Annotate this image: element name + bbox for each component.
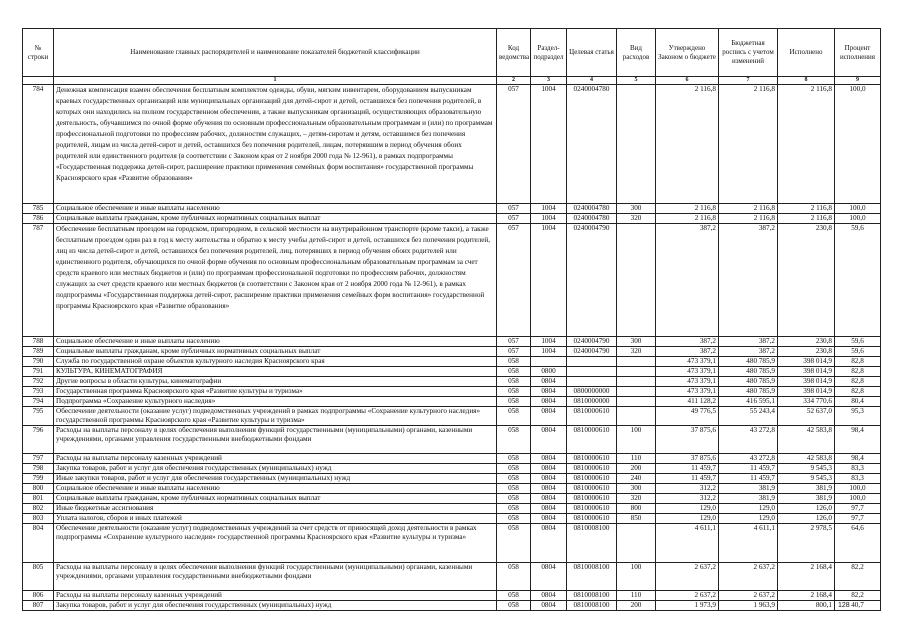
cell-name: Социальное обеспечение и иные выплаты населению [54,204,497,214]
cell-isp: 230,8 [778,347,835,357]
cell-kod: 057 [497,214,531,224]
cell-utv: 473 379,1 [656,357,719,367]
cell-name: Обеспечение деятельности (оказание услуг) подведомственных учреждений за счет средств от приносящей доход деятельности в рамках подпрограммы «Сохранение культурного наследия» государственной программы Красноярского края «Развитие культуры и туризма» [54,524,497,563]
cell-n: 798 [23,464,54,474]
page-number: 128 [838,602,850,609]
cell-isp: 2 116,8 [778,85,835,204]
table-row [23,494,881,504]
cell-razdel: 1004 [531,214,567,224]
cell-utv: 11 459,7 [656,464,719,474]
cell-isp: 230,8 [778,337,835,347]
cell-vid [617,85,656,204]
cell-utv: 2 637,2 [656,591,719,601]
cell-isp: 9 545,3 [778,464,835,474]
cell-name: Расходы на выплаты персоналу в целях обеспечения выполнения функций государственными (муниципальными) органами, казенными учреждениями, органами управления государственными внебюджетными фондами [54,426,497,454]
cell-pct: 82,8 [835,357,881,367]
col-number: 8 [778,77,835,85]
cell-utv: 387,2 [656,347,719,357]
cell-vid: 850 [617,514,656,524]
cell-rosp: 4 611,1 [719,524,778,563]
cell-pct: 80,4 [835,397,881,407]
cell-pct: 100,0 [835,85,881,204]
cell-cel: 0240004780 [567,204,617,214]
header-row-no: № строки [23,29,54,77]
cell-isp: 126,0 [778,504,835,514]
cell-isp: 2 978,5 [778,524,835,563]
cell-name: Уплата налогов, сборов и иных платежей [54,514,497,524]
col-number: 7 [719,77,778,85]
budget-execution-table [22,28,881,611]
cell-pct: 82,8 [835,387,881,397]
col-number: 3 [531,77,567,85]
cell-rosp: 43 272,8 [719,426,778,454]
cell-isp: 381,9 [778,494,835,504]
column-number-row [23,77,881,85]
cell-cel: 0240004780 [567,214,617,224]
cell-vid [617,367,656,377]
cell-isp: 334 770,6 [778,397,835,407]
cell-vid [617,387,656,397]
cell-isp: 2 168,4 [778,563,835,591]
cell-name: Социальные выплаты гражданам, кроме публичных нормативных социальных выплат [54,494,497,504]
cell-vid: 200 [617,464,656,474]
cell-name: Расходы на выплаты персоналу казенных учреждений [54,454,497,464]
cell-razdel: 0804 [531,387,567,397]
cell-name: Социальное обеспечение и иные выплаты населению [54,484,497,494]
cell-utv: 4 611,1 [656,524,719,563]
cell-n: 806 [23,591,54,601]
cell-n: 797 [23,454,54,464]
cell-cel: 0810008100 [567,591,617,601]
cell-razdel: 0804 [531,494,567,504]
cell-kod: 058 [497,601,531,611]
table-row [23,454,881,464]
cell-utv: 2 116,8 [656,204,719,214]
cell-pct: 97,7 [835,504,881,514]
cell-n: 800 [23,484,54,494]
cell-n: 795 [23,407,54,426]
cell-kod: 058 [497,484,531,494]
cell-kod: 058 [497,494,531,504]
cell-rosp: 480 785,9 [719,367,778,377]
cell-kod: 058 [497,591,531,601]
table-body [23,85,881,611]
cell-kod: 058 [497,397,531,407]
cell-razdel: 0804 [531,524,567,563]
cell-n: 789 [23,347,54,357]
cell-vid [617,407,656,426]
cell-n: 796 [23,426,54,454]
header-isp: Исполнено [778,29,835,77]
cell-isp: 2 116,8 [778,214,835,224]
cell-razdel: 1004 [531,85,567,204]
cell-razdel: 1004 [531,224,567,337]
cell-razdel: 0800 [531,367,567,377]
table-row [23,377,881,387]
header-row [23,29,881,77]
table-row [23,464,881,474]
cell-pct: 100,0 [835,494,881,504]
cell-cel: 0810000610 [567,474,617,484]
cell-razdel: 0804 [531,514,567,524]
cell-utv: 473 379,1 [656,377,719,387]
cell-pct: 98,4 [835,426,881,454]
cell-isp: 2 116,8 [778,204,835,214]
cell-kod: 058 [497,504,531,514]
cell-rosp: 11 459,7 [719,474,778,484]
table-row [23,563,881,591]
cell-kod: 057 [497,337,531,347]
cell-razdel: 0804 [531,407,567,426]
cell-utv: 411 128,2 [656,397,719,407]
cell-cel: 0810008100 [567,563,617,591]
table-row [23,357,881,367]
cell-rosp: 129,0 [719,514,778,524]
cell-pct: 100,0 [835,204,881,214]
cell-n: 802 [23,504,54,514]
cell-n: 807 [23,601,54,611]
cell-isp: 2 168,4 [778,591,835,601]
cell-cel: 0800000000 [567,387,617,397]
cell-name: Другие вопросы в области культуры, кинематографии [54,377,497,387]
cell-razdel: 0804 [531,426,567,454]
cell-cel: 0240004790 [567,337,617,347]
cell-kod: 058 [497,514,531,524]
cell-utv: 37 875,6 [656,454,719,464]
header-pct: Процент исполнения [835,29,881,77]
cell-cel: 0810000610 [567,484,617,494]
cell-cel: 0810008100 [567,524,617,563]
cell-vid: 200 [617,601,656,611]
cell-isp: 126,0 [778,514,835,524]
cell-rosp: 2 116,8 [719,214,778,224]
cell-vid: 320 [617,347,656,357]
cell-vid: 100 [617,563,656,591]
cell-name: Иные закупки товаров, работ и услуг для обеспечения государственных (муниципальных) нужд [54,474,497,484]
cell-utv: 312,2 [656,484,719,494]
cell-n: 786 [23,214,54,224]
table-row [23,224,881,337]
cell-name: Иные бюджетные ассигнования [54,504,497,514]
cell-cel [567,377,617,387]
header-razdel: Раздел-подраздел [531,29,567,77]
cell-name: Государственная программа Красноярского края «Развитие культуры и туризма» [54,387,497,397]
cell-n: 805 [23,563,54,591]
cell-isp: 381,9 [778,484,835,494]
cell-utv: 473 379,1 [656,387,719,397]
cell-razdel: 0804 [531,601,567,611]
header-rosp: Бюджетная роспись с учетом изменений [719,29,778,77]
cell-vid: 110 [617,591,656,601]
cell-n: 791 [23,367,54,377]
cell-n: 787 [23,224,54,337]
cell-vid: 300 [617,204,656,214]
header-utv: Утверждено Законом о бюджете [656,29,719,77]
cell-razdel: 0804 [531,464,567,474]
table-row [23,367,881,377]
cell-isp: 52 637,0 [778,407,835,426]
cell-rosp: 129,0 [719,504,778,514]
cell-razdel: 0804 [531,484,567,494]
cell-n: 784 [23,85,54,204]
col-number: 5 [617,77,656,85]
cell-pct: 98,4 [835,454,881,464]
cell-name: КУЛЬТУРА, КИНЕМАТОГРАФИЯ [54,367,497,377]
cell-utv: 37 875,6 [656,426,719,454]
cell-razdel [531,357,567,367]
cell-cel: 0810000610 [567,514,617,524]
cell-name: Закупка товаров, работ и услуг для обеспечения государственных (муниципальных) нужд [54,464,497,474]
cell-n: 794 [23,397,54,407]
cell-isp: 42 583,8 [778,454,835,464]
cell-utv: 49 776,5 [656,407,719,426]
cell-rosp: 416 595,1 [719,397,778,407]
table-row [23,474,881,484]
cell-n: 793 [23,387,54,397]
cell-name: Обеспечение деятельности (оказание услуг) подведомственных учреждений в рамках подпрограммы «Сохранение культурного наследия» государственной программы Красноярского края «Развитие культуры и туризма» [54,407,497,426]
cell-name: Обеспечение бесплатным проездом на городском, пригородном, в сельской местности на внутрирайонном транспорте (кроме такси), а также бесплатным проездом один раз в год к месту жительства и обратно к месту учебы детей-сирот и детей, оставшихся без попечения родителей, лиц из числа детей-сирот и детей, оставшихся без попечения родителей, лиц, потерявших в период обучения обоих родителей или единственного родителя, обучающихся по очной форме обучения по основным профессиональным образовательным программам за счет средств краевого или местных бюджетов и (или) по программам профессиональной подготовки по профессиям рабочих, должностям служащих за счет средств краевого или местных бюджетов (в соответствии с Законом края от 2 ноября 2000 года № 12-961), в рамках подпрограммы «Государственная поддержка детей-сирот, расширение практики применения семейных форм воспитания» государственной программы Красноярского края «Развитие образования» [54,224,497,337]
cell-isp: 42 583,8 [778,426,835,454]
table-row [23,337,881,347]
cell-razdel: 0804 [531,474,567,484]
cell-pct: 100,0 [835,214,881,224]
cell-isp: 398 014,9 [778,357,835,367]
cell-rosp: 2 116,8 [719,204,778,214]
cell-razdel: 0804 [531,454,567,464]
cell-kod: 057 [497,224,531,337]
cell-utv: 1 973,9 [656,601,719,611]
cell-kod: 058 [497,387,531,397]
cell-isp: 398 014,9 [778,377,835,387]
cell-pct: 82,2 [835,563,881,591]
cell-n: 799 [23,474,54,484]
cell-rosp: 387,2 [719,224,778,337]
cell-utv: 129,0 [656,514,719,524]
cell-rosp: 55 243,4 [719,407,778,426]
cell-pct: 100,0 [835,484,881,494]
cell-cel [567,367,617,377]
header-vid: Вид расходов [617,29,656,77]
cell-vid [617,377,656,387]
cell-rosp: 381,9 [719,484,778,494]
cell-cel: 0240004790 [567,347,617,357]
cell-kod: 057 [497,204,531,214]
cell-utv: 387,2 [656,337,719,347]
cell-kod: 057 [497,85,531,204]
cell-pct: 40,7 [835,601,881,611]
cell-kod: 058 [497,357,531,367]
cell-kod: 058 [497,563,531,591]
cell-vid: 320 [617,494,656,504]
cell-isp: 398 014,9 [778,367,835,377]
cell-kod: 058 [497,524,531,563]
cell-name: Расходы на выплаты персоналу в целях обеспечения выполнения функций государственными (муниципальными) органами, казенными учреждениями, органами управления государственными внебюджетными фондами [54,563,497,591]
table-row [23,204,881,214]
cell-kod: 058 [497,474,531,484]
table-row [23,214,881,224]
cell-n: 792 [23,377,54,387]
cell-rosp: 1 963,9 [719,601,778,611]
table-row [23,484,881,494]
cell-rosp: 2 116,8 [719,85,778,204]
col-number [23,77,54,85]
cell-n: 790 [23,357,54,367]
cell-rosp: 2 637,2 [719,591,778,601]
cell-vid [617,224,656,337]
col-number: 1 [54,77,497,85]
cell-utv: 387,2 [656,224,719,337]
cell-n: 801 [23,494,54,504]
cell-isp: 398 014,9 [778,387,835,397]
cell-cel: 0240004790 [567,224,617,337]
cell-name: Служба по государственной охране объектов культурного наследия Красноярского края [54,357,497,367]
table-row [23,426,881,454]
cell-razdel: 0804 [531,377,567,387]
cell-vid: 240 [617,474,656,484]
cell-name: Денежная компенсация взамен обеспечения бесплатным комплектом одежды, обуви, мягким инвентарем, оборудованием выпускникам краевых государственных организаций или муниципальных организаций для детей-сирот и детей, оставшихся без попечения родителей, в которых они находились на полном государственном обеспечении, а также выпускникам организаций, осуществляющих образовательную деятельность, обучавшимся по очной форме обучения по основным профессиональным образовательным программам и (или) по программам профессиональной подготовки по профессиям рабочих, должностям служащих, – детям-сиротам и детям, оставшимся без попечения родителей, лицам из числа детей-сирот и детей, оставшихся без попечения родителей, лицам, потерявшим в период обучения обоих родителей или единственного родителя (в соответствии с Законом края от 2 ноября 2000 года № 12-961), в рамках подпрограммы «Государственная поддержка детей-сирот, расширение практики применения семейных форм воспитания» государственной программы Красноярского края «Развитие образования» [54,85,497,204]
col-number: 2 [497,77,531,85]
table-row [23,397,881,407]
cell-kod: 058 [497,464,531,474]
cell-rosp: 480 785,9 [719,377,778,387]
cell-kod: 057 [497,347,531,357]
table-row [23,407,881,426]
table-row [23,387,881,397]
cell-name: Расходы на выплаты персоналу казенных учреждений [54,591,497,601]
cell-pct: 83,3 [835,464,881,474]
cell-vid: 110 [617,454,656,464]
cell-rosp: 11 459,7 [719,464,778,474]
cell-vid [617,357,656,367]
cell-utv: 2 637,2 [656,563,719,591]
cell-kod: 058 [497,367,531,377]
table-row [23,504,881,514]
table-row [23,524,881,563]
cell-rosp: 387,2 [719,337,778,347]
cell-utv: 312,2 [656,494,719,504]
cell-vid [617,524,656,563]
cell-rosp: 381,9 [719,494,778,504]
cell-utv: 2 116,8 [656,214,719,224]
header-name: Наименование главных распорядителей и наименование показателей бюджетной классификации [54,29,497,77]
cell-razdel: 0804 [531,397,567,407]
table-row [23,591,881,601]
cell-name: Подпрограмма «Сохранение культурного наследия» [54,397,497,407]
cell-pct: 82,2 [835,591,881,601]
table-row [23,514,881,524]
table-row [23,85,881,204]
cell-pct: 82,8 [835,367,881,377]
cell-rosp: 480 785,9 [719,387,778,397]
cell-vid: 320 [617,214,656,224]
cell-razdel: 0804 [531,591,567,601]
cell-cel [567,357,617,367]
cell-pct: 59,6 [835,337,881,347]
cell-kod: 058 [497,377,531,387]
cell-rosp: 43 272,8 [719,454,778,464]
cell-pct: 97,7 [835,514,881,524]
cell-rosp: 480 785,9 [719,357,778,367]
cell-pct: 83,3 [835,474,881,484]
cell-pct: 82,8 [835,377,881,387]
cell-razdel: 1004 [531,204,567,214]
cell-razdel: 1004 [531,347,567,357]
cell-name: Социальные выплаты гражданам, кроме публичных нормативных социальных выплат [54,214,497,224]
cell-cel: 0240004780 [567,85,617,204]
cell-kod: 058 [497,407,531,426]
header-kod: Код ведомства [497,29,531,77]
cell-n: 788 [23,337,54,347]
col-number: 9 [835,77,881,85]
cell-utv: 473 379,1 [656,367,719,377]
cell-cel: 0810000610 [567,504,617,514]
cell-n: 803 [23,514,54,524]
cell-cel: 0810000610 [567,494,617,504]
cell-pct: 59,6 [835,224,881,337]
cell-cel: 0810000610 [567,426,617,454]
cell-isp: 230,8 [778,224,835,337]
cell-utv: 2 116,8 [656,85,719,204]
cell-vid: 800 [617,504,656,514]
cell-pct: 95,3 [835,407,881,426]
cell-razdel: 1004 [531,337,567,347]
cell-utv: 129,0 [656,504,719,514]
table-row [23,601,881,611]
cell-vid: 300 [617,484,656,494]
cell-cel: 0810000000 [567,397,617,407]
col-number: 6 [656,77,719,85]
cell-vid [617,397,656,407]
header-celevaya: Целевая статья [567,29,617,77]
cell-pct: 64,6 [835,524,881,563]
table-row [23,347,881,357]
cell-razdel: 0804 [531,563,567,591]
cell-cel: 0810008100 [567,601,617,611]
cell-razdel: 0804 [531,504,567,514]
cell-pct: 59,6 [835,347,881,357]
cell-vid: 100 [617,426,656,454]
cell-kod: 058 [497,454,531,464]
cell-n: 804 [23,524,54,563]
cell-name: Закупка товаров, работ и услуг для обеспечения государственных (муниципальных) нужд [54,601,497,611]
cell-cel: 0810000610 [567,464,617,474]
cell-name: Социальные выплаты гражданам, кроме публичных нормативных социальных выплат [54,347,497,357]
cell-cel: 0810000610 [567,407,617,426]
cell-isp: 9 545,3 [778,474,835,484]
cell-kod: 058 [497,426,531,454]
col-number: 4 [567,77,617,85]
cell-rosp: 387,2 [719,347,778,357]
cell-rosp: 2 637,2 [719,563,778,591]
cell-n: 785 [23,204,54,214]
cell-utv: 11 459,7 [656,474,719,484]
cell-name: Социальное обеспечение и иные выплаты населению [54,337,497,347]
cell-isp: 800,1 [778,601,835,611]
cell-cel: 0810000610 [567,454,617,464]
cell-vid: 300 [617,337,656,347]
